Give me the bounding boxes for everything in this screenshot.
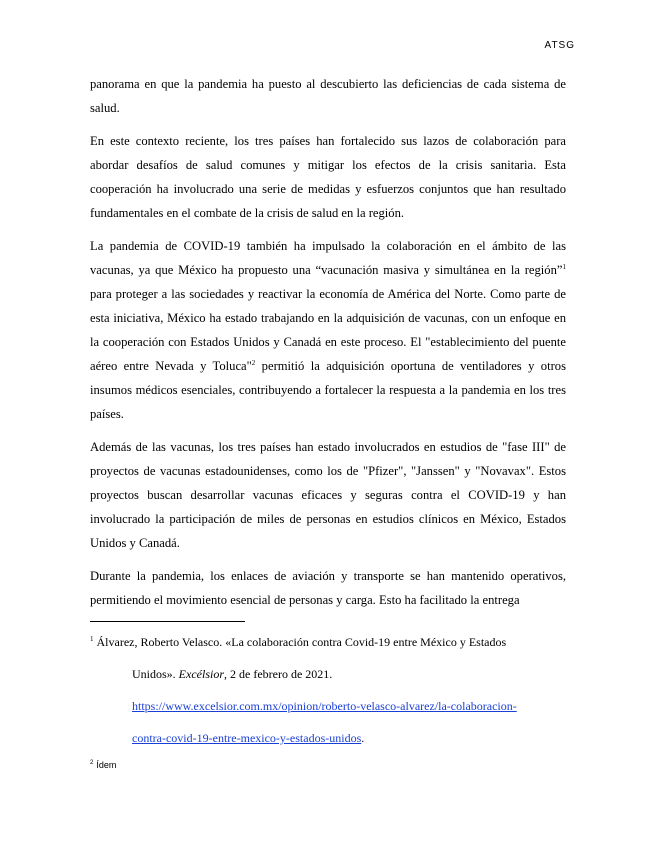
paragraph-1: panorama en que la pandemia ha puesto al descubierto las deficiencias de cada sistema de salud. xyxy=(90,77,566,115)
footnote-ref-2[interactable]: 2 xyxy=(251,358,256,367)
footnote-1-first-line xyxy=(90,626,570,658)
footnote-1-lead: Álvarez, Roberto Velasco. «La colaboración contra Covid-19 entre México y Estados xyxy=(93,635,507,649)
page-header-initials: ATSG xyxy=(544,40,575,51)
footnote-1-source: Excélsior xyxy=(178,667,224,681)
footnote-2-text: Ídem xyxy=(96,760,117,770)
paragraph-4: Además de las vacunas, los tres países han estado involucrados en estudios de "fase III" de proyectos de vacunas estadounidenses, como los de "Pfizer", "Janssen" y "Novavax". Estos proyectos buscan desarrollar vacunas eficaces y seguras contra el COVID-19 y han involucrado la participación de miles de personas en estudios clínicos en México, Estados Unidos y Canadá. xyxy=(90,440,566,550)
footnote-1-url-line-2 xyxy=(90,722,570,754)
footnote-2 xyxy=(90,760,116,770)
paragraph-3-part-a: La pandemia de COVID-19 también ha impulsado la colaboración en el ámbito de las vacunas, ya que México ha propuesto una “vacunación masiva y simultánea en la región” xyxy=(90,239,566,277)
footnote-1-end: . xyxy=(361,731,365,745)
paragraph-3-part-b: para proteger a las sociedades y reactivar la economía de América del Norte. Como parte de esta iniciativa, México ha estado trabajando en la adquisición de vacunas, con un enfoque en la cooperación con Estados Unidos y Canadá en este proceso. El "establecimiento del puente aéreo entre Nevada y Toluca" xyxy=(90,287,566,373)
paragraph-3-part-c: permitió la adquisición oportuna de ventiladores y otros insumos médicos esenciales, contribuyendo a fortalecer la respuesta a la pandemia en los tres países. xyxy=(90,359,566,421)
body-text xyxy=(90,72,566,612)
footnote-1-link-part-2[interactable]: contra-covid-19-entre-mexico-y-estados-unidos xyxy=(132,731,362,745)
footnote-1 xyxy=(90,626,570,754)
footnote-1-link-part-1[interactable]: https://www.excelsior.com.mx/opinion/roberto-velasco-alvarez/la-colaboracion- xyxy=(132,699,517,713)
paragraph-5: Durante la pandemia, los enlaces de aviación y transporte se han mantenido operativos, permitiendo el movimiento esencial de personas y carga. Esto ha facilitado la entrega xyxy=(90,569,566,607)
footnote-1-url-line-1 xyxy=(90,690,570,722)
footnote-1-continuation xyxy=(90,658,570,690)
paragraph-2: En este contexto reciente, los tres países han fortalecido sus lazos de colaboración para abordar desafíos de salud comunes y mitigar los efectos de la crisis sanitaria. Esta cooperación ha involucrado una serie de medidas y esfuerzos conjuntos que han resultado fundamentales en el combate de la crisis de salud en la región. xyxy=(90,134,566,220)
footnote-1-date: , 2 de febrero de 2021. xyxy=(224,667,333,681)
footnote-2-number: 2 xyxy=(90,760,94,766)
paragraph-3 xyxy=(90,234,566,426)
footnote-1-title-end: Unidos». xyxy=(132,667,179,681)
footnote-separator xyxy=(90,621,245,622)
footnote-ref-1[interactable]: 1 xyxy=(562,262,566,271)
footnote-1-number: 1 xyxy=(90,635,94,643)
